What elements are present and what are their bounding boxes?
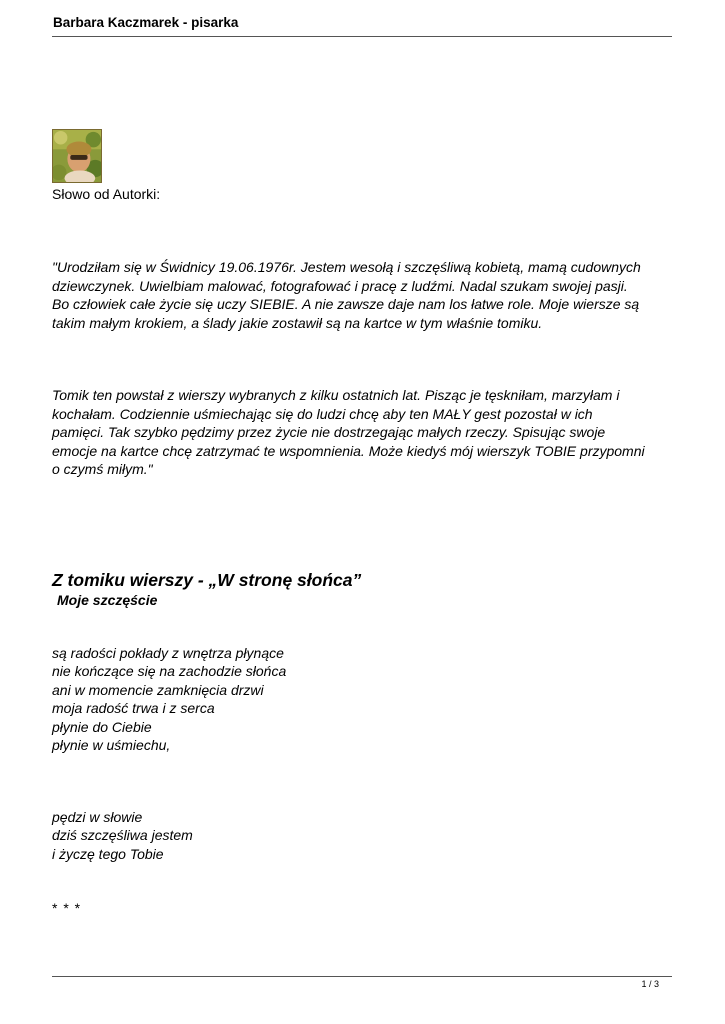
paragraph-line: takim małym krokiem, a ślady jakie zostawił są na kartce w tym właśnie tomiku. bbox=[52, 314, 543, 331]
poem-line: ani w momencie zamknięcia drzwi bbox=[52, 681, 264, 698]
poem-line: nie kończące się na zachodzie słońca bbox=[52, 663, 287, 680]
footer-divider bbox=[52, 976, 672, 977]
poem-line: są radości pokłady z wnętrza płynące bbox=[52, 645, 284, 661]
section-separator: * * * bbox=[52, 900, 82, 916]
paragraph-line: Tomik ten powstał z wierszy wybranych z kilku ostatnich lat. Pisząc je tęskniłam, marzyłam i bbox=[52, 387, 620, 403]
paragraph-line: Bo człowiek całe życie się uczy SIEBIE. A nie zawsze daje nam los łatwe role. Moje wiersze są bbox=[52, 296, 640, 312]
intro-paragraph-1 bbox=[52, 258, 677, 332]
poem-stanza-1 bbox=[52, 644, 286, 754]
page-header-title: Barbara Kaczmarek - pisarka bbox=[53, 15, 239, 30]
paragraph-line: pamięci. Tak szybko pędzimy przez życie nie dostrzegając małych rzeczy. Spisując swoje bbox=[52, 424, 606, 440]
paragraph-line: o czymś miłym." bbox=[52, 461, 153, 477]
intro-label: Słowo od Autorki: bbox=[52, 186, 161, 202]
poem-line: płynie w uśmiechu, bbox=[52, 737, 171, 754]
page-number: 1 / 3 bbox=[641, 979, 659, 989]
paragraph-line: "Urodziłam się w Świdnicy 19.06.1976r. Jestem wesołą i szczęśliwą kobietą, mamą cudownych bbox=[52, 259, 641, 275]
header-divider bbox=[52, 36, 672, 37]
poem-line: pędzi w słowie bbox=[52, 809, 143, 825]
author-photo bbox=[52, 129, 102, 183]
poem-line: i życzę tego Tobie bbox=[52, 845, 164, 862]
section-heading: Z tomiku wierszy - „W stronę słońca” bbox=[52, 570, 362, 590]
poem-line: dziś szczęśliwa jestem bbox=[52, 827, 193, 844]
intro-paragraph-2 bbox=[52, 386, 677, 479]
paragraph-line: emocje na kartce chcę zatrzymać te wspomnienia. Może kiedyś mój wierszyk TOBIE przypomni bbox=[52, 442, 645, 459]
poem-title: Moje szczęście bbox=[57, 592, 158, 608]
paragraph-line: dziewczynek. Uwielbiam malować, fotografować i pracę z ludźmi. Nadal szukam swojej pasji. bbox=[52, 277, 628, 294]
paragraph-line: kochałam. Codziennie uśmiechając się do ludzi chcę aby ten MAŁY gest pozostał w ich bbox=[52, 405, 593, 422]
poem-stanza-2 bbox=[52, 808, 193, 863]
poem-line: płynie do Ciebie bbox=[52, 718, 152, 735]
poem-line: moja radość trwa i z serca bbox=[52, 700, 215, 717]
